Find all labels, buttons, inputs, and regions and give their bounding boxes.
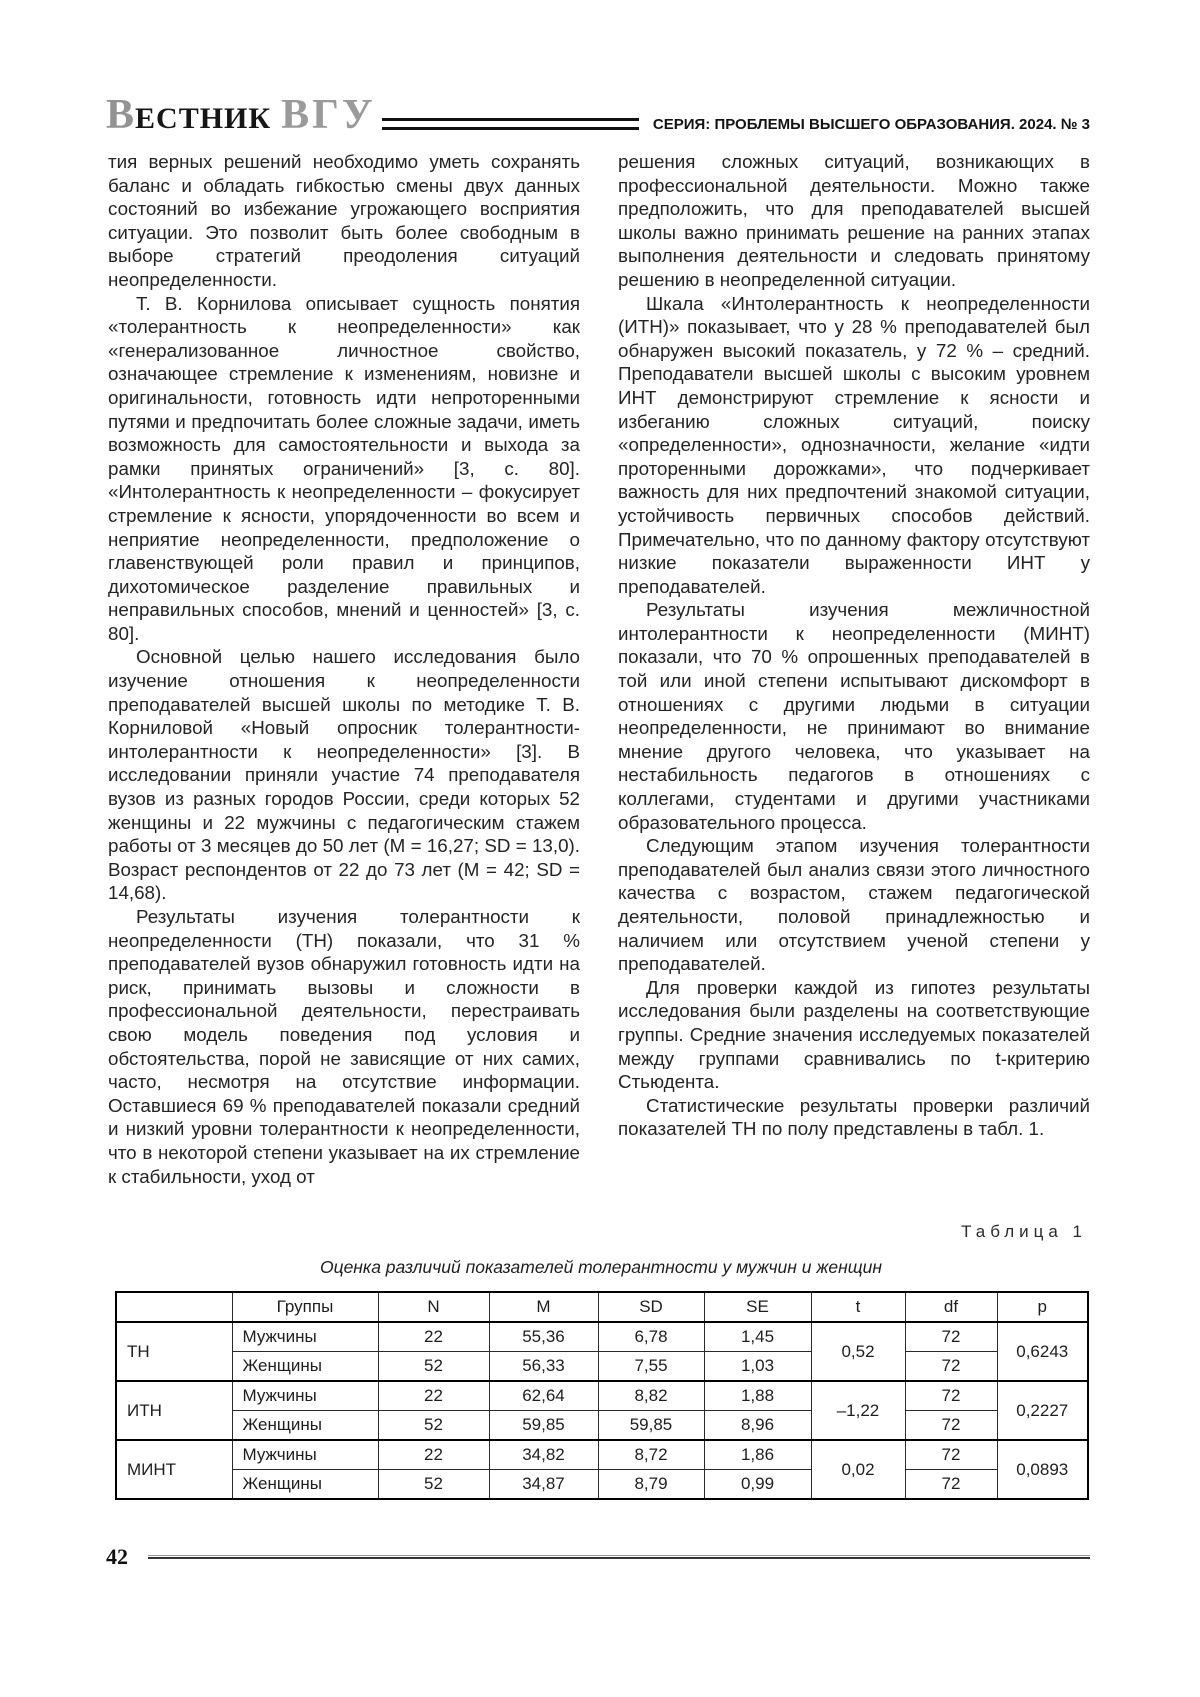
paragraph: Следующим этапом изучения толерантности преподавателей был анализ связи этого личностного качества с возрастом, стажем педагогической деятельности, половой принадлежностью и наличием или отсутствием ученой степени у преподавателей. [618,835,1090,975]
table-cell: 34,87 [489,1470,598,1500]
table-cell: 52 [378,1411,489,1441]
table-label: Таблица 1 [961,1222,1087,1241]
scale-label-cell: МИНТ [116,1440,232,1499]
paragraph: Статистические результаты проверки различий показателей ТН по полу представлены в табл. 1. [618,1094,1090,1140]
table-row [116,1411,1088,1441]
group-cell: Мужчины [232,1381,378,1411]
table-header-cell: Группы [232,1292,378,1322]
table-header-cell: SD [598,1292,704,1322]
logo-word1-rest: ЕСТНИК [135,102,272,135]
table-cell: 56,33 [489,1352,598,1382]
p-value-cell: 0,0893 [997,1440,1088,1499]
table-header-cell: t [811,1292,905,1322]
table-cell: 72 [905,1411,997,1441]
paragraph: Результаты изучения толерантности к неопределенности (ТН) показали, что 31 % преподавателей вузов обнаружил готовность идти на риск, принимать вызовы и сложности в профессиональной деятельности, перестраивать свою модель поведения под условия и обстоятельства, порой не зависящие от них самих, часто, несмотря на отсутствие информации. Оставшиеся 69 % преподавателей показали средний и низкий уровни толерантности к неопределенности, что в некоторой степени указывает на их стремление к стабильности, уход от [108,906,580,1187]
table-header-cell: SE [704,1292,811,1322]
group-cell: Мужчины [232,1440,378,1470]
table-cell: 52 [378,1352,489,1382]
table-row [116,1381,1088,1411]
table-header-cell: df [905,1292,997,1322]
paragraph: Результаты изучения межличностной интолерантности к неопределенности (МИНТ) показали, что 70 % опрошенных преподавателей в той или иной степени испытывают дискомфорт в отношениях с другими людьми в ситуации неопределенности, не принимают во внимание мнение другого человека, что указывает на нестабильность педагогов в отношениях с коллегами, студентами и другими участниками образовательного процесса. [618,599,1090,833]
t-value-cell: 0,02 [811,1440,905,1499]
page-footer [106,1546,1090,1568]
table-cell: 72 [905,1322,997,1352]
header-double-rule [382,118,639,130]
table-header-cell: M [489,1292,598,1322]
table-cell: 72 [905,1470,997,1500]
table-cell: 59,85 [489,1411,598,1441]
table-cell: 22 [378,1322,489,1352]
page-number: 42 [106,1544,128,1569]
table-cell: 1,88 [704,1381,811,1411]
results-table [115,1291,1089,1500]
table-cell: 72 [905,1440,997,1470]
table-row [116,1322,1088,1352]
right-column [618,150,1090,1188]
table-cell: 8,79 [598,1470,704,1500]
table-header-row [116,1292,1088,1322]
table-header-cell: p [997,1292,1088,1322]
logo-word2: ВГУ [281,92,376,138]
table-row [116,1352,1088,1382]
table-cell: 34,82 [489,1440,598,1470]
paragraph: Для проверки каждой из гипотез результаты исследования были разделены на соответствующие группы. Средние значения исследуемых показателей между группами сравнивались по t-критерию Стьюдента. [618,976,1090,1093]
table-cell: 8,96 [704,1411,811,1441]
table-cell: 52 [378,1470,489,1500]
table-cell: 7,55 [598,1352,704,1382]
logo-word1-initial: В [106,92,136,138]
table-header-cell: N [378,1292,489,1322]
page-header [106,94,1090,136]
table-cell: 8,82 [598,1381,704,1411]
table-cell: 72 [905,1352,997,1382]
table-cell: 22 [378,1381,489,1411]
table-section [115,1222,1087,1500]
table-cell: 62,64 [489,1381,598,1411]
table-row [116,1440,1088,1470]
table-cell: 59,85 [598,1411,704,1441]
table-cell: 0,99 [704,1470,811,1500]
table-body [116,1322,1088,1499]
t-value-cell: 0,52 [811,1322,905,1381]
paragraph: решения сложных ситуаций, возникающих в профессиональной деятельности. Можно также предположить, что для преподавателей высшей школы важно принимать решение на ранних этапах выполнения деятельности и следовать принятому решению в неопределенной ситуации. [618,151,1090,290]
table-cell: 55,36 [489,1322,598,1352]
group-cell: Женщины [232,1411,378,1441]
paragraph: Т. В. Корнилова описывает сущность понятия «толерантность к неопределенности» как «генерализованное личностное свойство, означающее стремление к изменениям, новизне и оригинальности, готовность идти непроторенными путями и предпочитать более сложные задачи, иметь возможность для самостоятельности и выхода за рамки принятых ограничений» [3, с. 80]. «Интолерантность к неопределенности – фокусирует стремление к ясности, упорядоченности во всем и неприятие неопределенности, предположение о главенствующей роли правил и принципов, дихотомическое разделение правильных и неправильных способов, мнений и ценностей» [3, с. 80]. [108,292,580,644]
journal-logo [106,94,376,136]
t-value-cell: –1,22 [811,1381,905,1440]
group-cell: Женщины [232,1470,378,1500]
footer-rule [148,1555,1090,1559]
p-value-cell: 0,6243 [997,1322,1088,1381]
left-column [108,150,580,1188]
table-cell: 1,45 [704,1322,811,1352]
series-title: СЕРИЯ: ПРОБЛЕМЫ ВЫСШЕГО ОБРАЗОВАНИЯ. 2024. № 3 [652,116,1090,133]
table-caption: Оценка различий показателей толерантности у мужчин и женщин [319,1257,883,1277]
scale-label-cell: ТН [116,1322,232,1381]
p-value-cell: 0,2227 [997,1381,1088,1440]
table-row [116,1470,1088,1500]
paragraph: тия верных решений необходимо уметь сохранять баланс и обладать гибкостью смены двух данных состояний во избежание угрожающего восприятия ситуации. Это позволит быть более свободным в выборе стратегий преодоления ситуаций неопределенности. [108,151,580,290]
table-cell: 72 [905,1381,997,1411]
table-cell: 6,78 [598,1322,704,1352]
table-cell: 22 [378,1440,489,1470]
table-cell: 8,72 [598,1440,704,1470]
paragraph: Шкала «Интолерантность к неопределенности (ИТН)» показывает, что у 28 % преподавателей был обнаружен высокий показатель, у 72 % – средний. Преподаватели высшей школы с высоким уровнем ИНТ демонстрируют стремление к ясности и избеганию сложных ситуаций, поиску «определенности», однозначности, желание «идти проторенными дорожками», что подчеркивает важность для них предпочтений знакомой ситуации, устойчивость первичных способов действий. Примечательно, что по данному фактору отсутствуют низкие показатели выраженности ИНТ у преподавателей. [618,292,1090,597]
table-cell: 1,86 [704,1440,811,1470]
paragraph: Основной целью нашего исследования было изучение отношения к неопределенности преподавателей высшей школы по методике Т. В. Корниловой «Новый опросник толерантности-интолерантности к неопределенности» [3]. В исследовании приняли участие 74 преподавателя вузов из разных городов России, среди которых 52 женщины и 22 мужчины с педагогическим стажем работы от 3 месяцев до 50 лет (M = 16,27; SD = 13,0). Возраст респондентов от 22 до 73 лет (M = 42; SD = 14,68). [108,646,580,904]
group-cell: Женщины [232,1352,378,1382]
scale-label-cell: ИТН [116,1381,232,1440]
table-header-cell [116,1292,232,1322]
table-cell: 1,03 [704,1352,811,1382]
article-columns [108,150,1090,1188]
group-cell: Мужчины [232,1322,378,1352]
